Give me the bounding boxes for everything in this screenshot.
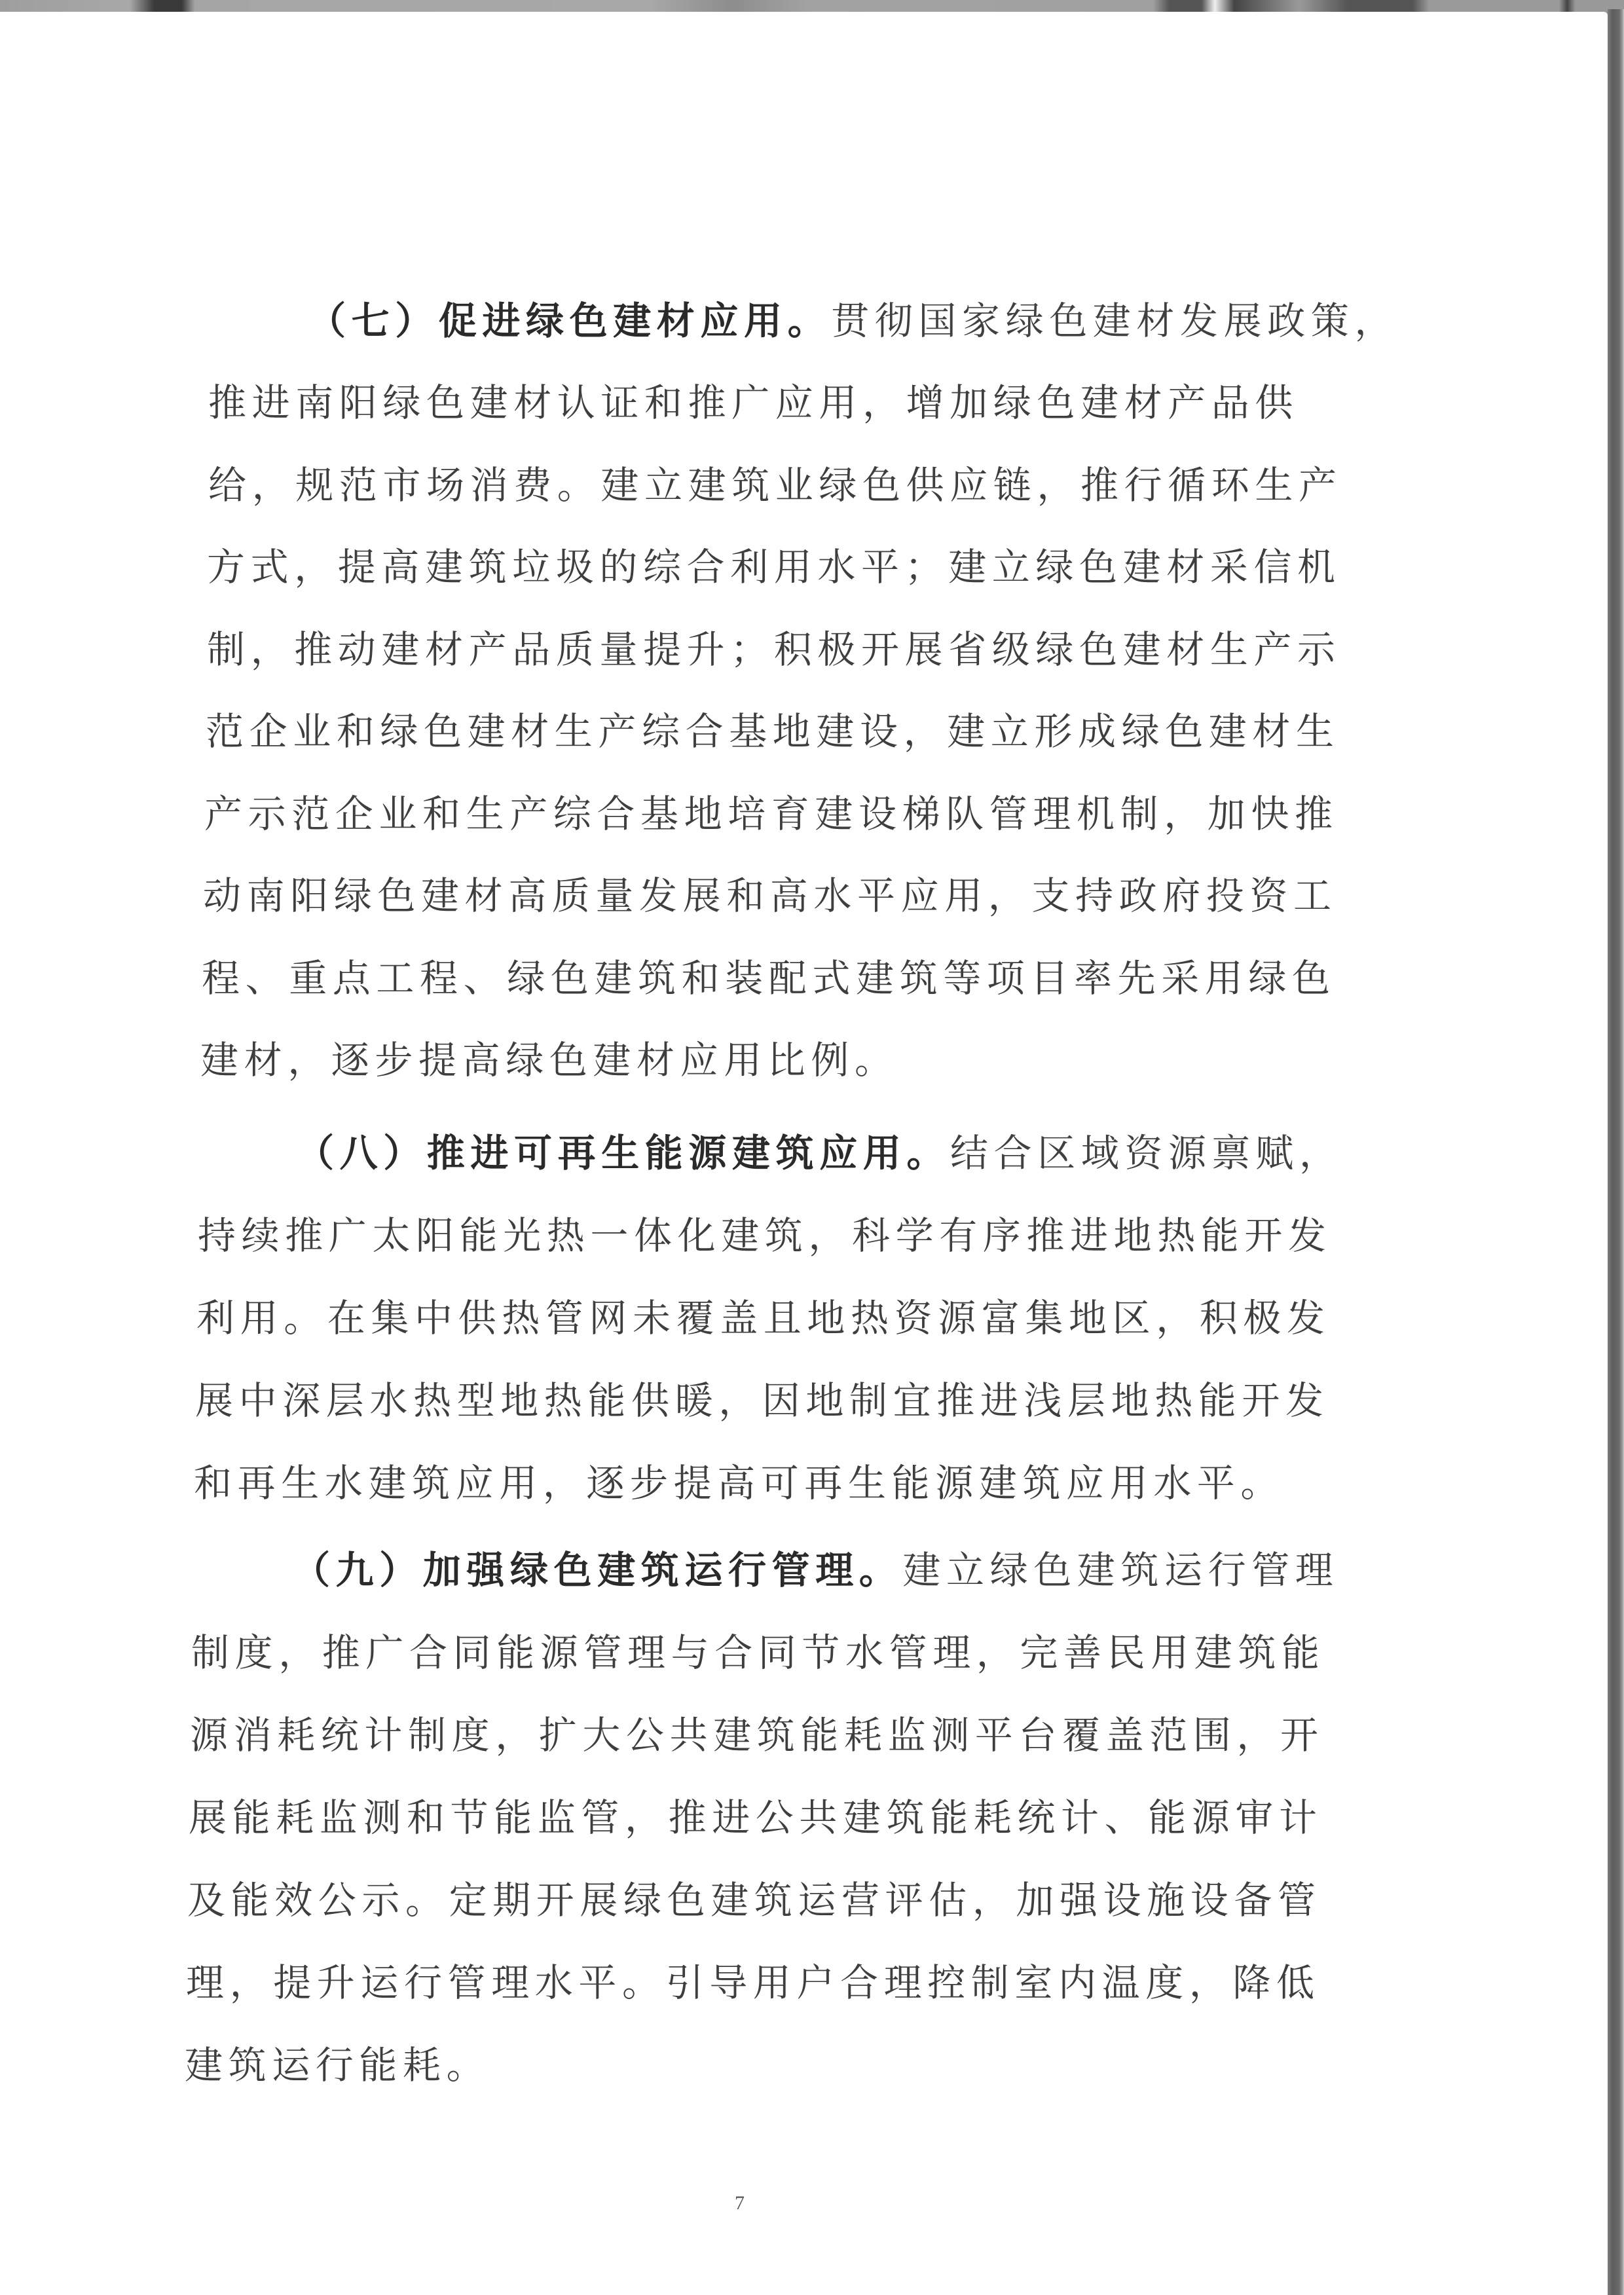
- paragraph-line: 源消耗统计制度，扩大公共建筑能耗监测平台覆盖范围，开: [190, 1713, 1324, 1757]
- paragraph-line: 动南阳绿色建材高质量发展和高水平应用，支持政府投资工: [203, 873, 1337, 918]
- section-heading: （八）推进可再生能源建筑应用。: [296, 1131, 951, 1175]
- page-number: 7: [735, 2192, 745, 2214]
- paragraph-line: 建材，逐步提高绿色建材应用比例。: [200, 1038, 898, 1082]
- paragraph-line: 展能耗监测和节能监管，推进公共建筑能耗统计、能源审计: [189, 1795, 1323, 1840]
- paragraph-line: 范企业和绿色建材生产综合基地建设，建立形成绿色建材生: [206, 709, 1340, 754]
- paragraph-line: 持续推广太阳能光热一体化建筑，科学有序推进地热能开发: [198, 1213, 1332, 1258]
- scanner-right-edge: [1608, 9, 1624, 2295]
- paragraph-line: 给，规范市场消费。建立建筑业绿色供应链，推行循环生产: [208, 463, 1342, 507]
- paragraph-line: 及能效公示。定期开展绿色建筑运营评估，加强设施设备管: [187, 1878, 1321, 1922]
- paragraph-line: 理，提升运行管理水平。引导用户合理控制室内温度，降低: [186, 1960, 1320, 2005]
- paragraph-text: 建立绿色建筑运行管理: [902, 1548, 1339, 1592]
- paragraph-line: 产示范企业和生产综合基地培育建设梯队管理机制，加快推: [204, 792, 1338, 836]
- paragraph-line: 利用。在集中供热管网未覆盖且地热资源富集地区，积极发: [196, 1296, 1331, 1340]
- paragraph-line: 推进南阳绿色建材认证和推广应用，增加绿色建材产品供: [208, 380, 1299, 425]
- paragraph-text: 结合区域资源禀赋，: [950, 1131, 1343, 1175]
- paragraph-line: 和再生水建筑应用，逐步提高可再生能源建筑应用水平。: [194, 1461, 1285, 1505]
- paragraph-line: 制度，推广合同能源管理与合同节水管理，完善民用建筑能: [191, 1630, 1325, 1675]
- paragraph-text: 贯彻国家绿色建材发展政策，: [831, 299, 1399, 343]
- paragraph-line: 程、重点工程、绿色建筑和装配式建筑等项目率先采用绿色: [202, 956, 1336, 1001]
- paragraph-line: 建筑运行能耗。: [185, 2043, 490, 2087]
- paragraph-line: [296, 1130, 1342, 1176]
- section-heading: （七）促进绿色建材应用。: [308, 299, 832, 343]
- section-heading: （九）加强绿色建筑运行管理。: [292, 1548, 903, 1592]
- paragraph-line: [292, 1547, 1338, 1593]
- paragraph-line: [308, 298, 1398, 344]
- paragraph-line: 展中深层水热型地热能供暖，因地制宜推进浅层地热能开发: [195, 1378, 1329, 1423]
- paragraph-line: 方式，提高建筑垃圾的综合利用水平；建立绿色建材采信机: [207, 545, 1341, 589]
- paragraph-line: 制，推动建材产品质量提升；积极开展省级绿色建材生产示: [207, 627, 1341, 672]
- document-page: [0, 12, 1608, 2295]
